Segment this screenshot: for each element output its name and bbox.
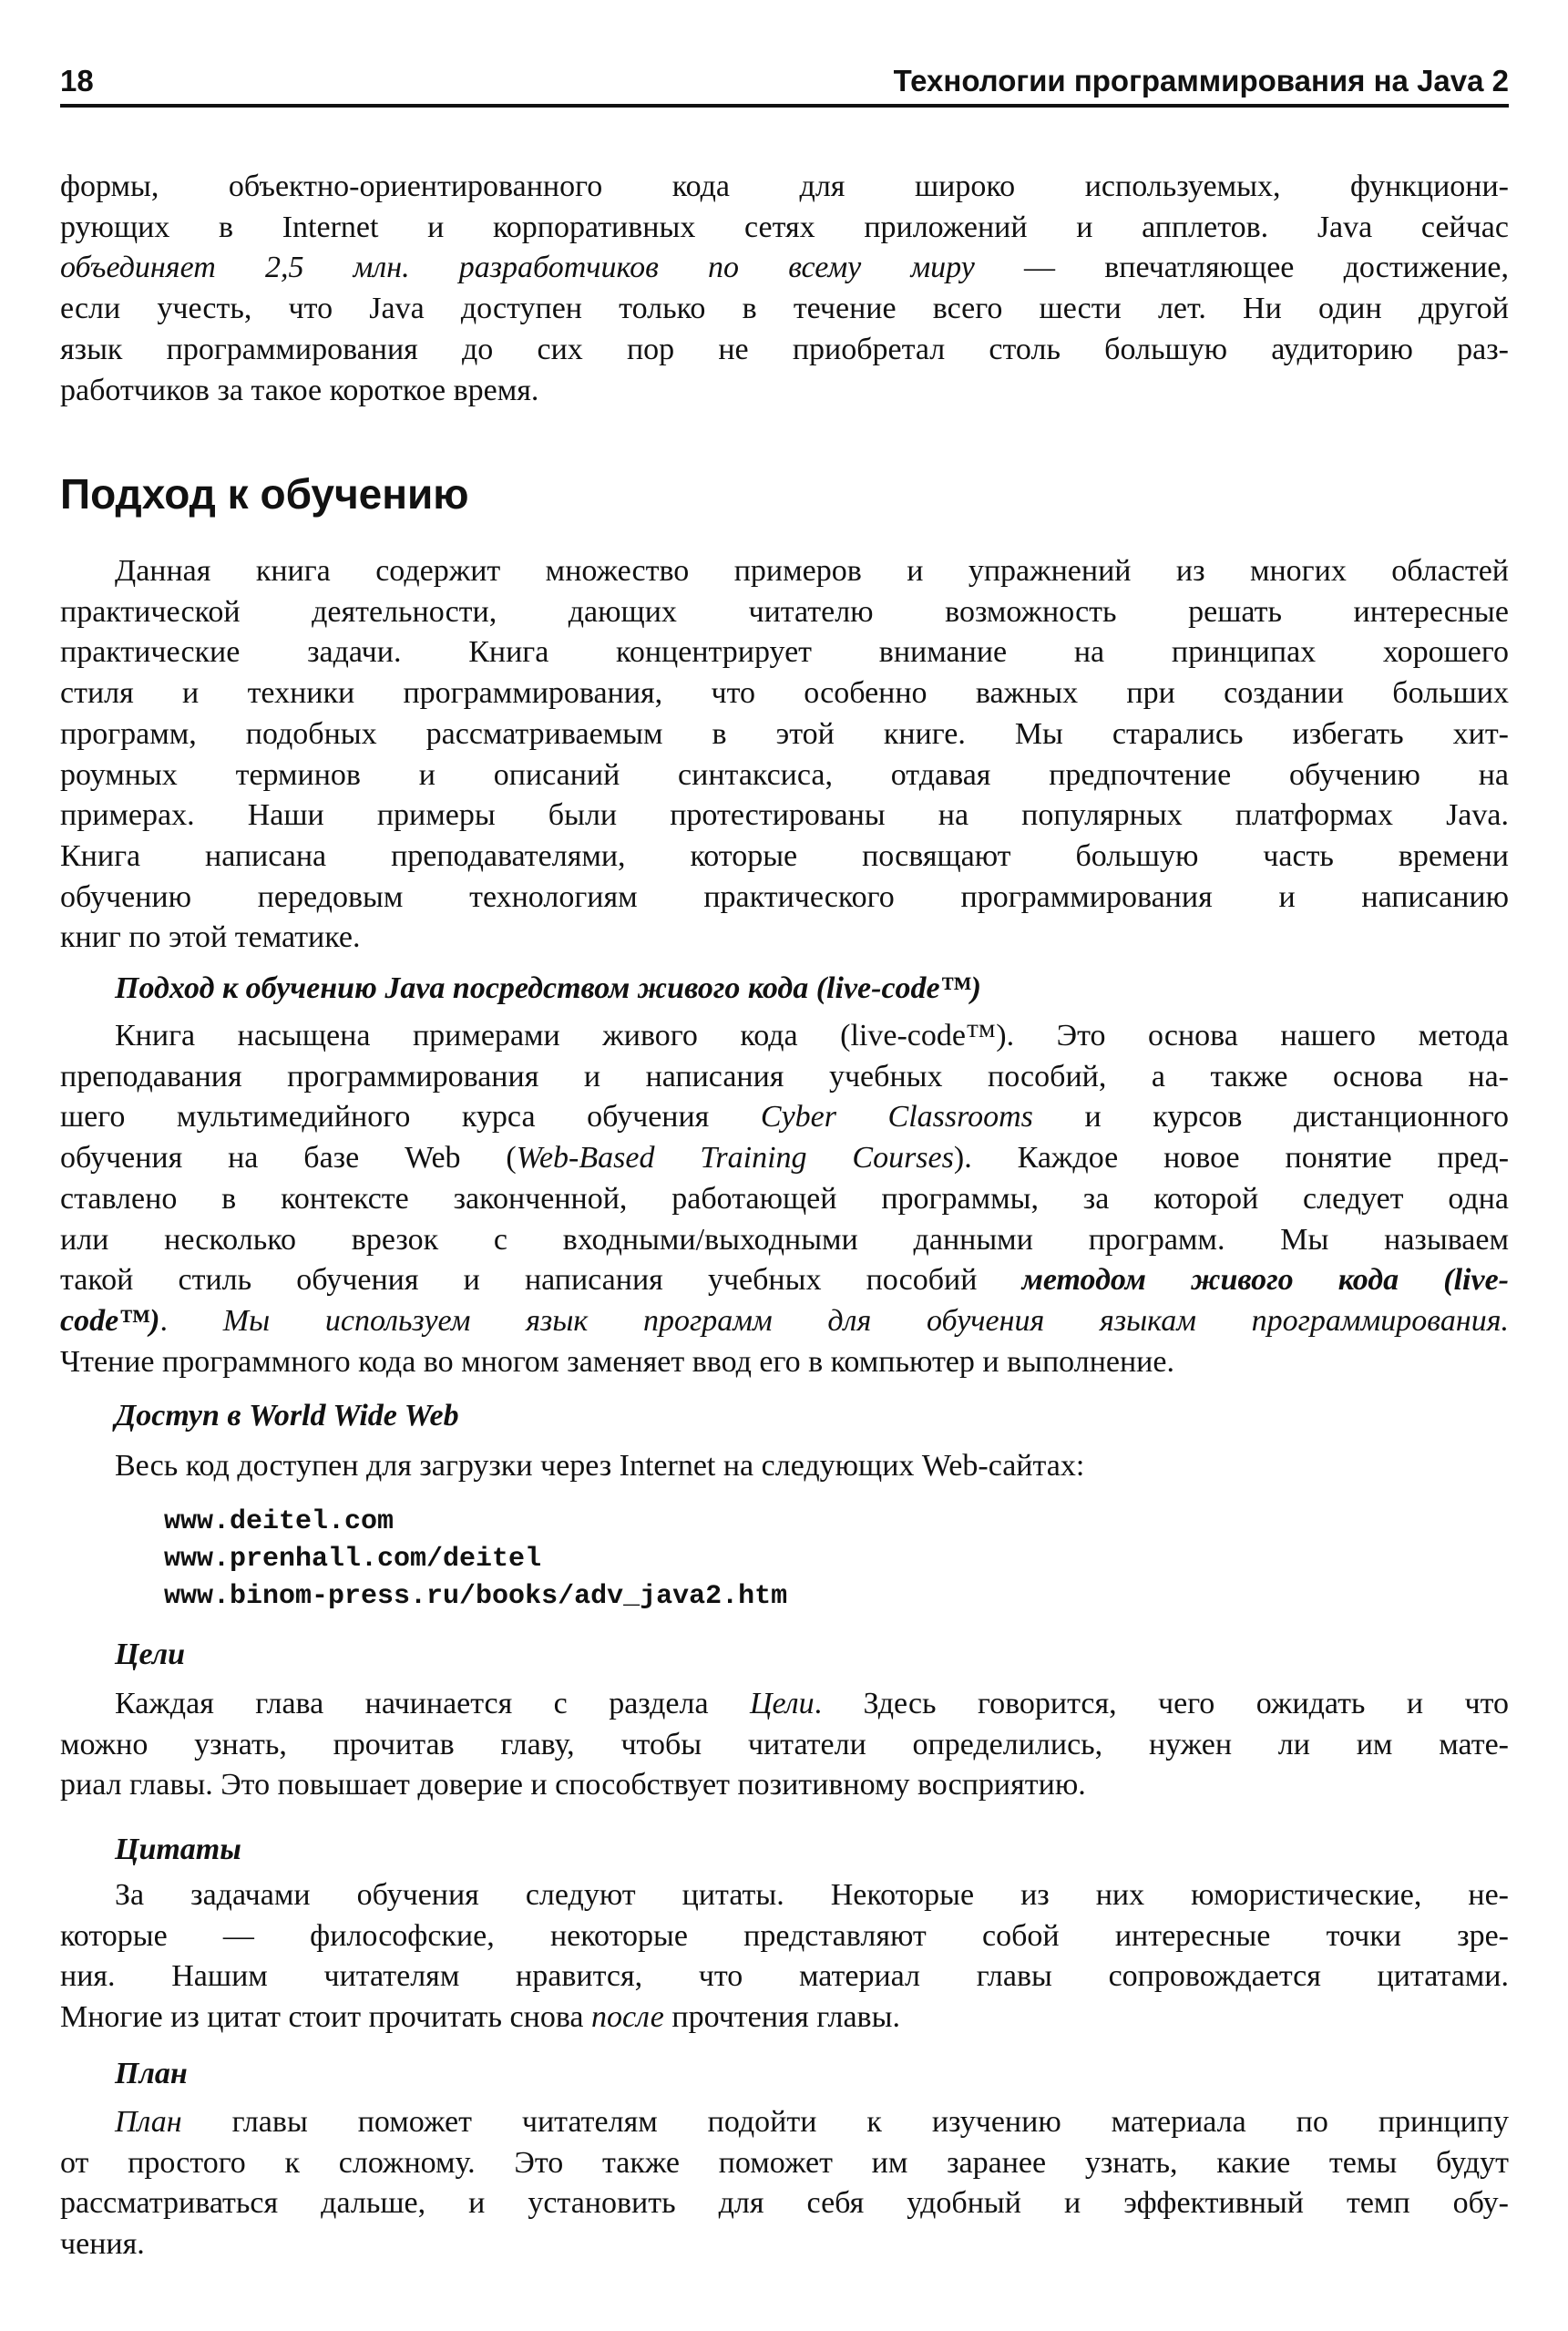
paragraph-quotes	[60, 1875, 1509, 2038]
emphasis-text: Цели	[749, 1687, 815, 1720]
text-line	[60, 714, 1509, 755]
text-run: риал главы. Это повышает доверие и способствует позитивному восприятию.	[60, 1768, 1086, 1802]
text-line	[60, 1916, 1509, 1957]
text-run: Чтение программного кода во многом заменяет ввод его в компьютер и выполнение.	[60, 1344, 1174, 1379]
text-line	[60, 289, 1509, 330]
emphasis-text: План	[115, 2105, 182, 2139]
text-run: главы поможет читателям подойти к изучению материала по принципу	[181, 2105, 1509, 2139]
text-run: или несколько врезок с входными/выходными данными программ. Мы называем	[60, 1222, 1509, 1257]
paragraph-live-code	[60, 1016, 1509, 1382]
text-line	[60, 1997, 1509, 2038]
emphasis-text: методом живого кода (live-	[1021, 1263, 1509, 1298]
text-run: можно узнать, прочитав главу, чтобы читатели определились, нужен ли им мате-	[60, 1727, 1509, 1761]
subheading-goals: Цели	[115, 1638, 186, 1671]
text-line	[60, 1342, 1509, 1383]
subheading-quotes: Цитаты	[115, 1833, 241, 1866]
text-line	[60, 1875, 1509, 1916]
text-run: Многие из цитат стоит прочитать снова	[60, 2000, 592, 2035]
subheading-www: Доступ в World Wide Web	[115, 1399, 459, 1432]
text-run: Книга написана преподавателями, которые посвящают большую часть времени	[60, 838, 1509, 873]
text-line	[60, 167, 1509, 208]
text-run: Книга насыщена примерами живого кода (live-code™). Это основа нашего метода	[115, 1019, 1509, 1053]
text-run: роумных терминов и описаний синтаксиса, отдавая предпочтение обучению на	[60, 757, 1509, 792]
text-run: преподавания программирования и написания учебных пособий, а также основа на-	[60, 1059, 1509, 1094]
text-line	[60, 837, 1509, 878]
text-line	[60, 918, 1509, 959]
text-run: примерах. Наши примеры были протестированы на популярных платформах Java.	[60, 798, 1509, 833]
paragraph-approach	[60, 551, 1509, 959]
text-line	[60, 2183, 1509, 2224]
emphasis-text: после	[591, 2000, 664, 2035]
text-run: .	[159, 1303, 223, 1338]
text-line	[60, 2143, 1509, 2184]
text-line	[60, 592, 1509, 633]
emphasis-text: Мы используем язык программ для обучения языкам программирования.	[222, 1303, 1510, 1338]
text-run: чения.	[60, 2227, 145, 2262]
paragraph-goals	[60, 1684, 1509, 1806]
text-run: если учесть, что Java доступен только в течение всего шести лет. Ни один другой	[60, 292, 1509, 326]
text-line	[60, 673, 1509, 714]
paragraph-plan	[60, 2102, 1509, 2265]
subheading-plan: План	[115, 2057, 188, 2090]
text-line	[60, 1057, 1509, 1098]
text-run: ния. Нашим читателям нравится, что материал главы сопровождается цитатами.	[60, 1959, 1509, 1994]
text-line	[60, 1684, 1509, 1725]
emphasis-text: объединяет 2,5 млн. разработчиков по всему миру	[60, 251, 975, 285]
text-run: Каждая глава начинается с раздела	[115, 1687, 750, 1720]
text-line	[60, 1260, 1509, 1301]
text-line	[60, 1956, 1509, 1997]
text-run: практические задачи. Книга концентрирует внимание на принципах хорошего	[60, 635, 1509, 670]
text-line	[60, 208, 1509, 249]
text-run: стиля и техники программирования, что особенно важных при создании больших	[60, 676, 1509, 711]
text-run: прочтения главы.	[663, 2000, 900, 2035]
text-line	[60, 1301, 1509, 1342]
text-line	[60, 1016, 1509, 1057]
url-link[interactable]: www.prenhall.com/deitel	[164, 1544, 542, 1575]
text-run: работчиков за такое короткое время.	[60, 373, 539, 407]
section-title: Подход к обучению	[60, 470, 469, 518]
text-line	[60, 878, 1509, 919]
emphasis-text: Web-Based Training Courses	[516, 1141, 954, 1176]
url-list	[164, 1504, 787, 1616]
text-run: За задачами обучения следуют цитаты. Некоторые из них юмористические, не-	[115, 1878, 1509, 1912]
text-run: программ, подобных рассматриваемым в этой книге. Мы старались избегать хит-	[60, 716, 1509, 751]
emphasis-text: Cyber Classrooms	[760, 1100, 1033, 1135]
text-line	[60, 1220, 1509, 1261]
text-run: Данная книга содержит множество примеров и упражнений из многих областей	[115, 554, 1509, 588]
text-line	[60, 330, 1509, 371]
text-run: и курсов дистанционного	[1032, 1100, 1509, 1135]
emphasis-text: code™)	[60, 1303, 160, 1338]
text-run: рующих в Internet и корпоративных сетях приложений и апплетов. Java сейчас	[60, 210, 1509, 244]
text-run: такой стиль обучения и написания учебных пособий	[60, 1263, 1022, 1298]
url-link[interactable]: www.binom-press.ru/books/adv_java2.htm	[164, 1581, 788, 1612]
text-line	[60, 248, 1509, 289]
text-line	[60, 796, 1509, 837]
text-line	[60, 1097, 1509, 1138]
text-run: рассматриваться дальше, и установить для себя удобный и эффективный темп обу-	[60, 2186, 1509, 2221]
url-link[interactable]: www.deitel.com	[164, 1506, 395, 1537]
text-run: шего мультимедийного курса обучения	[60, 1100, 761, 1135]
text-line	[60, 755, 1509, 796]
text-run: практической деятельности, дающих читателю возможность решать интересные	[60, 594, 1509, 629]
text-line	[60, 1138, 1509, 1179]
text-run: ). Каждое новое понятие пред-	[953, 1141, 1510, 1176]
text-run: язык программирования до сих пор не приобретал столь большую аудиторию раз-	[60, 332, 1509, 366]
text-run: — впечатляющее достижение,	[974, 251, 1509, 285]
text-run: книг по этой тематике.	[60, 920, 361, 955]
text-line	[60, 1725, 1509, 1766]
text-run: от простого к сложному. Это также поможет им заранее узнать, какие темы будут	[60, 2145, 1509, 2180]
subheading-live-code: Подход к обучению Java посредством живого кода (live-code™)	[115, 971, 981, 1005]
running-title: Технологии программирования на Java 2	[893, 64, 1509, 98]
text-line	[60, 1179, 1509, 1220]
paragraph-intro	[60, 167, 1509, 411]
header-rule	[60, 104, 1509, 108]
text-line	[60, 2224, 1509, 2265]
text-run: . Здесь говорится, чего ожидать и что	[814, 1687, 1509, 1720]
text-run: формы, объектно-ориентированного кода для широко используемых, функциони-	[60, 169, 1509, 203]
text-run: которые — философские, некоторые представляют собой интересные точки зре-	[60, 1918, 1509, 1953]
text-line	[60, 1765, 1509, 1806]
www-intro: Весь код доступен для загрузки через Internet на следующих Web-сайтах:	[115, 1449, 1085, 1483]
text-line	[60, 551, 1509, 592]
text-run: обучения на базе Web (	[60, 1141, 517, 1176]
page-number: 18	[60, 64, 94, 98]
text-line	[60, 2102, 1509, 2143]
text-line	[60, 632, 1509, 673]
text-run: обучению передовым технологиям практического программирования и написанию	[60, 879, 1509, 914]
text-line	[60, 371, 1509, 412]
text-run: ставлено в контексте законченной, работающей программы, за которой следует одна	[60, 1181, 1509, 1216]
